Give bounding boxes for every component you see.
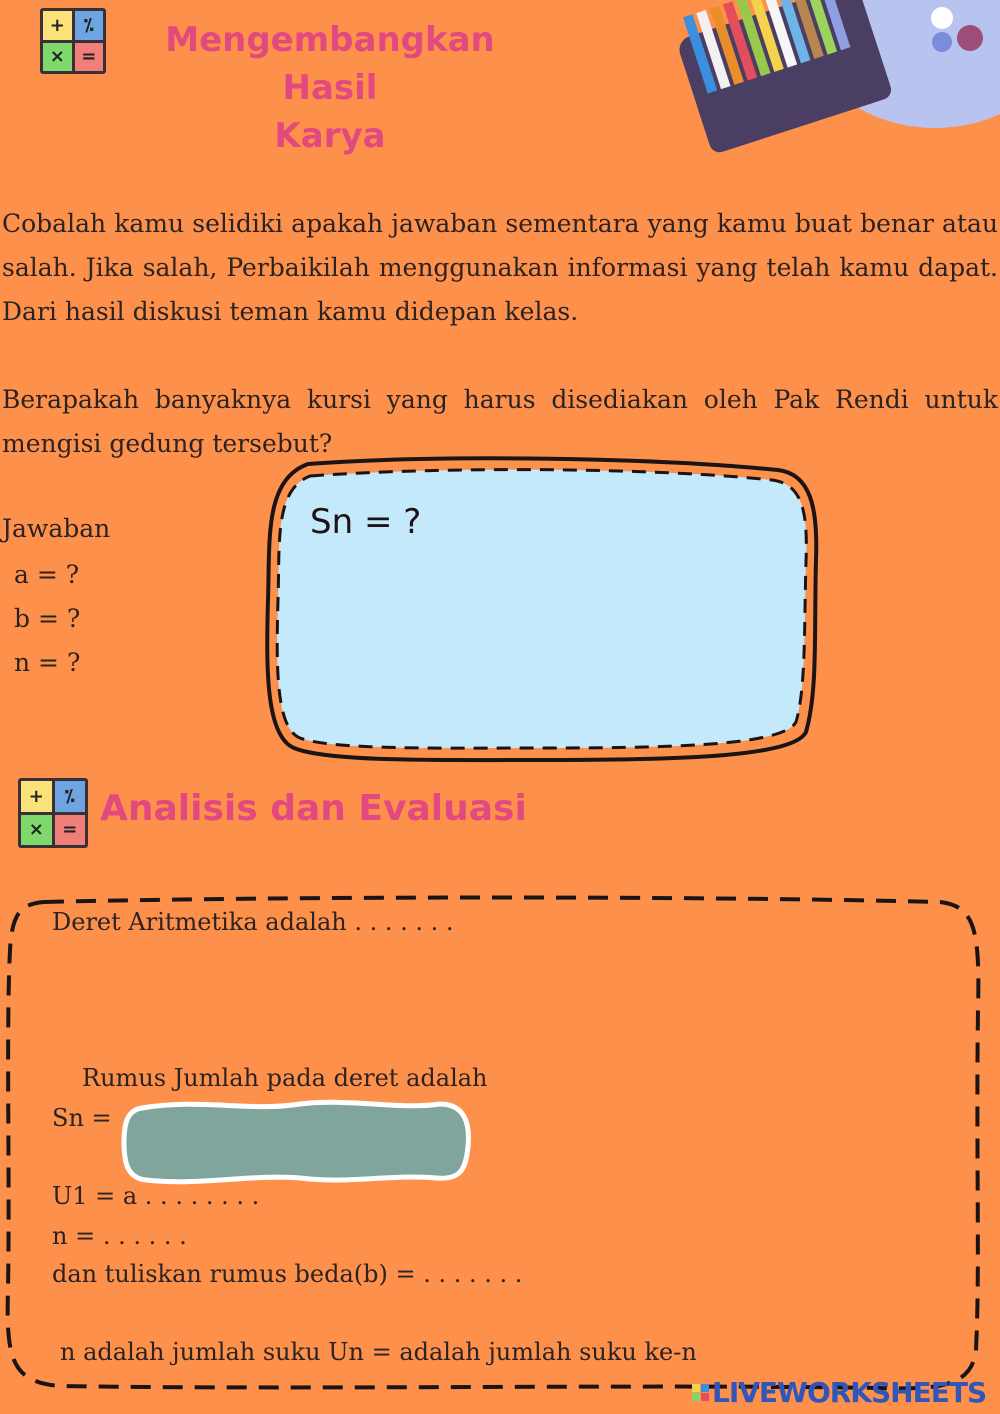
formula-title: Rumus Jumlah pada deret adalah [82,1064,488,1092]
answer-label: Jawaban [2,514,111,543]
question-paragraph: Berapakah banyaknya kursi yang harus disediakan oleh Pak Rendi untuk mengisi gedung tersebut? [2,385,998,458]
answer-b: b = ? [14,604,81,633]
u1-line[interactable]: U1 = a . . . . . . . . [52,1182,260,1210]
liveworksheets-logo-icon [692,1384,709,1401]
answer-a: a = ? [14,560,80,589]
watermark-text: LIVEWORKSHEETS [712,1376,987,1409]
footer-line: n adalah jumlah suku Un = adalah jumlah suku ke-n [60,1338,697,1366]
n-line[interactable]: n = . . . . . . [52,1222,187,1250]
equals-icon: = [55,815,86,846]
sn-label: Sn = [52,1104,112,1132]
section-title-line2: Karya [274,116,386,156]
art-supplies-illustration [670,0,1000,160]
times-icon: × [21,815,52,846]
section-title [120,16,540,160]
calculator-icon [40,8,106,74]
palette-paint-dot [957,25,983,51]
section-title-line1: Mengembangkan Hasil [165,20,495,108]
equals-icon: = [75,43,104,72]
percent-icon: ⁒ [55,781,86,812]
times-icon: × [43,43,72,72]
palette-paint-dot [932,32,952,52]
answer-box-text[interactable]: Sn = ? [310,502,422,542]
palette-paint-dot [931,7,953,29]
percent-icon: ⁒ [75,11,104,40]
answer-n: n = ? [14,648,81,677]
plus-icon: + [43,11,72,40]
definition-line: Deret Aritmetika adalah . . . . . . . [52,908,454,936]
plus-icon: + [21,781,52,812]
section2-title: Analisis dan Evaluasi [100,788,527,829]
sn-formula-input[interactable] [134,1110,454,1174]
pencil-box [670,0,894,155]
watermark [692,1376,986,1409]
calculator-icon [18,778,88,848]
intro-paragraph: Cobalah kamu selidiki apakah jawaban sementara yang kamu buat benar atau salah. Jika salah, Perbaikilah menggunakan informasi yang telah kamu dapat. Dari hasil diskusi teman kamu didepan kelas. [2,209,998,326]
answer-box-frame [258,450,828,770]
beda-line[interactable]: dan tuliskan rumus beda(b) = . . . . . . . [52,1260,523,1288]
